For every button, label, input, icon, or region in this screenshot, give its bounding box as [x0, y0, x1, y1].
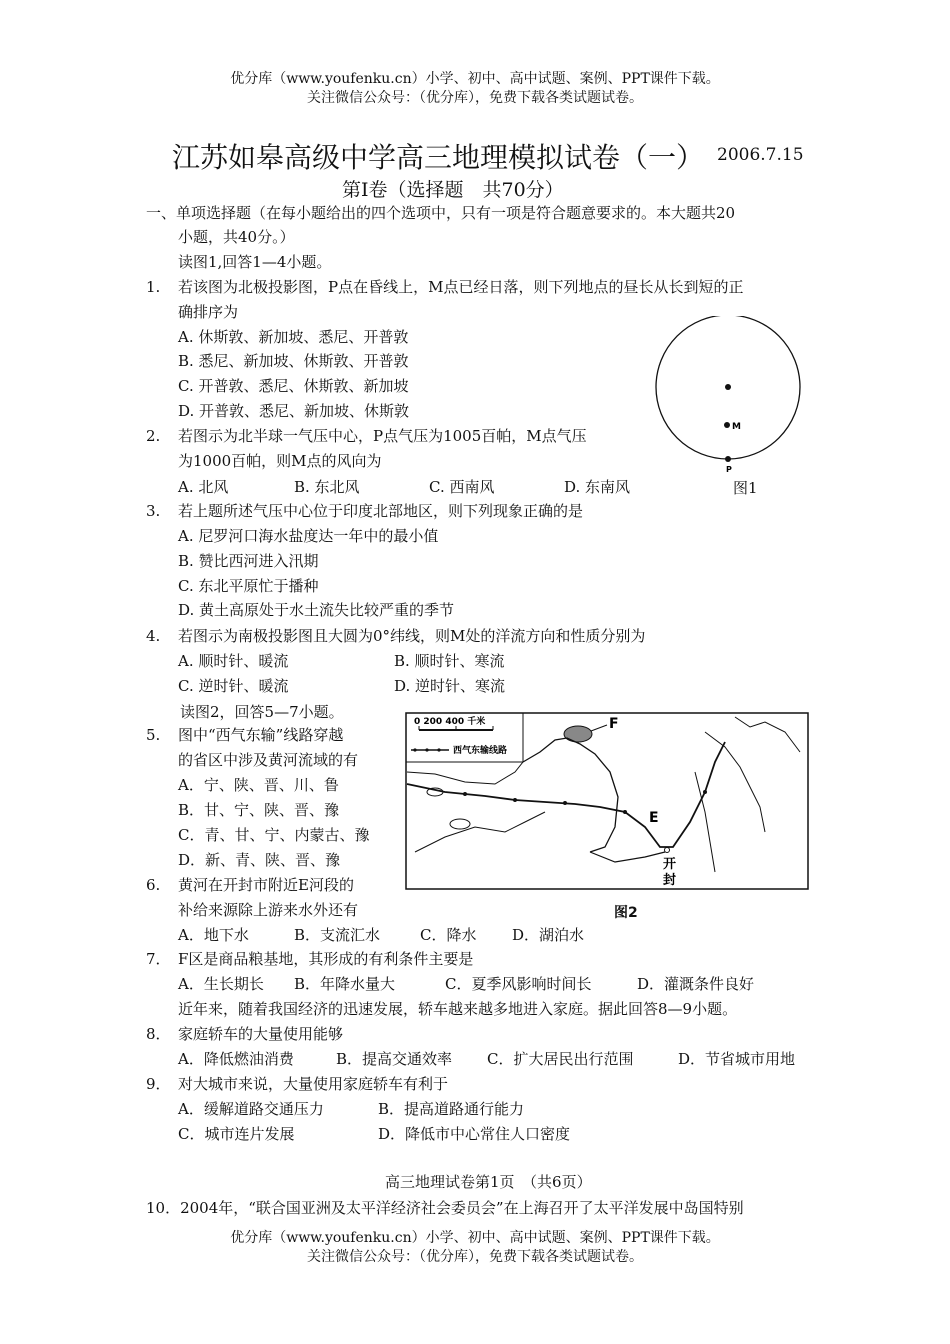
q9-option-d: D．降低市中心常住人口密度: [378, 1125, 571, 1143]
q6-stem-1: 黄河在开封市附近E河段的: [178, 876, 354, 894]
q5-option-d: D．新、青、陕、晋、豫: [178, 851, 341, 869]
q7-number: 7．: [146, 950, 171, 968]
header-line-2: 关注微信公众号：（优分库），免费下载各类试题试卷。: [307, 90, 643, 106]
q8-option-d: D．节省城市用地: [678, 1050, 796, 1068]
pipeline-node-2: [513, 798, 517, 802]
read-figure-2: 读图2，回答5—7小题。: [180, 703, 344, 721]
q1-option-b: B. 悉尼、新加坡、休斯敦、开普敦: [178, 352, 409, 370]
region-f: [564, 726, 592, 742]
q5-option-c: C．青、甘、宁、内蒙古、豫: [178, 826, 370, 844]
q6-option-d: D．湖泊水: [512, 926, 585, 944]
q7-option-b: B．年降水量大: [294, 975, 396, 993]
q6-stem-2: 补给来源除上游来水外还有: [178, 901, 359, 919]
q4-option-b: B. 顺时针、寒流: [394, 652, 505, 670]
q3-option-d: D. 黄土高原处于水土流失比较严重的季节: [178, 601, 455, 619]
q9-stem: 对大城市来说，大量使用家庭轿车有利于: [178, 1075, 449, 1093]
q3-stem: 若上题所述气压中心位于印度北部地区，则下列现象正确的是: [178, 502, 584, 520]
q9-number: 9．: [146, 1075, 171, 1093]
q1-number: 1.: [146, 278, 161, 296]
q2-option-a: A. 北风: [178, 478, 229, 496]
q2-stem-2: 为1000百帕，则M点的风向为: [178, 452, 382, 470]
point-p: [725, 456, 731, 462]
q1-stem-2: 确排序为: [178, 303, 239, 321]
pipeline-node-5: [703, 790, 707, 794]
q8-option-b: B．提高交通效率: [336, 1050, 453, 1068]
figure-2-map: [405, 712, 809, 892]
legend-dot-2: [425, 748, 428, 751]
read-passage-3: 近年来，随着我国经济的迅速发展，轿车越来越多地进入家庭。据此回答8—9小题。: [178, 1000, 738, 1018]
q6-option-c: C．降水: [420, 926, 477, 944]
figure-1-circle: [650, 316, 808, 476]
page-title: 江苏如皋高级中学高三地理模拟试卷（一）: [172, 141, 705, 174]
q3-option-c: C. 东北平原忙于播种: [178, 577, 319, 595]
q5-number: 5.: [146, 726, 161, 744]
point-m-label: M: [732, 422, 741, 432]
pipeline-node-1: [463, 792, 467, 796]
q1-option-c: C. 开普敦、悉尼、休斯敦、新加坡: [178, 377, 409, 395]
q8-option-c: C．扩大居民出行范围: [487, 1050, 634, 1068]
kaifeng-label-2: 封: [663, 873, 677, 888]
q5-stem-2: 的省区中涉及黄河流域的有: [178, 751, 359, 769]
q7-option-a: A．生长期长: [178, 975, 264, 993]
section-subtitle: 第Ⅰ卷（选择题 共70分）: [342, 179, 564, 201]
q2-option-c: C. 西南风: [429, 478, 495, 496]
q9-option-a: A．缓解道路交通压力: [178, 1100, 324, 1118]
pipeline-node-3: [563, 801, 567, 805]
legend-dot-1: [413, 748, 416, 751]
q1-stem-1: 若该图为北极投影图，P点在昏线上，M点已经日落，则下列地点的昼长从长到短的正: [178, 278, 744, 296]
q2-option-d: D. 东南风: [564, 478, 631, 496]
q5-stem-1: 图中“西气东输”线路穿越: [178, 726, 344, 744]
page-footer: 高三地理试卷第1页 （共6页）: [385, 1173, 592, 1191]
bottom-line-2: 关注微信公众号：（优分库），免费下载各类试题试卷。: [307, 1249, 643, 1265]
section-instructions-2: 小题，共40分。）: [178, 228, 295, 246]
q9-option-c: C．城市连片发展: [178, 1125, 295, 1143]
legend-label: 西气东输线路: [453, 746, 508, 756]
read-figure-1: 读图1,回答1—4小题。: [178, 253, 332, 271]
q3-option-a: A. 尼罗河口海水盐度达一年中的最小值: [178, 527, 439, 545]
q4-stem: 若图示为南极投影图且大圆为0°纬线，则M处的洋流方向和性质分别为: [178, 627, 646, 645]
q1-option-d: D. 开普敦、悉尼、新加坡、休斯敦: [178, 402, 410, 420]
q6-number: 6.: [146, 876, 161, 894]
scale-label: 0 200 400 千米: [414, 717, 486, 727]
q4-number: 4.: [146, 627, 161, 645]
q8-stem: 家庭轿车的大量使用能够: [178, 1025, 344, 1043]
q5-option-b: B．甘、宁、陕、晋、豫: [178, 801, 340, 819]
kaifeng-label-1: 开: [663, 857, 677, 872]
figure-1-label: 图1: [733, 479, 758, 497]
q1-option-a: A. 休斯敦、新加坡、悉尼、开普敦: [178, 328, 409, 346]
q3-option-b: B. 赞比西河进入汛期: [178, 552, 319, 570]
q6-option-b: B．支流汇水: [294, 926, 381, 944]
point-m: [724, 422, 730, 428]
section-instructions-1: 一、单项选择题（在每小题给出的四个选项中，只有一项是符合题意要求的。本大题共20: [146, 204, 736, 222]
q3-number: 3.: [146, 502, 161, 520]
q5-option-a: A．宁、陕、晋、川、鲁: [178, 776, 339, 794]
bottom-line-1: 优分库（www.youfenku.cn）小学、初中、高中试题、案例、PPT课件下载。: [230, 1230, 720, 1246]
pole-point: [725, 384, 731, 390]
q2-number: 2.: [146, 427, 161, 445]
point-e-label: E: [649, 810, 659, 826]
q4-option-d: D. 逆时针、寒流: [394, 677, 506, 695]
q9-option-b: B．提高道路通行能力: [378, 1100, 525, 1118]
map-frame: [406, 713, 808, 889]
exam-date: 2006.7.15: [717, 145, 804, 165]
q2-stem-1: 若图示为北半球一气压中心，P点气压为1005百帕，M点气压: [178, 427, 587, 445]
point-p-label: P: [726, 465, 732, 474]
q10-stem: 10．2004年，“联合国亚洲及太平洋经济社会委员会”在上海召开了太平洋发展中岛国特别: [146, 1199, 744, 1217]
q7-option-c: C．夏季风影响时间长: [445, 975, 592, 993]
q8-number: 8．: [146, 1025, 171, 1043]
header-line-1: 优分库（www.youfenku.cn）小学、初中、高中试题、案例、PPT课件下载。: [230, 71, 720, 87]
pipeline-node-4: [623, 810, 627, 814]
q2-option-b: B. 东北风: [294, 478, 360, 496]
q6-option-a: A．地下水: [178, 926, 249, 944]
region-f-label: F: [609, 716, 619, 732]
legend-dot-3: [437, 748, 440, 751]
q8-option-a: A．降低燃油消费: [178, 1050, 294, 1068]
q7-stem: F区是商品粮基地，其形成的有利条件主要是: [178, 950, 474, 968]
q4-option-c: C. 逆时针、暖流: [178, 677, 289, 695]
figure-2-label: 图2: [614, 905, 638, 921]
q7-option-d: D．灌溉条件良好: [637, 975, 755, 993]
q4-option-a: A. 顺时针、暖流: [178, 652, 289, 670]
